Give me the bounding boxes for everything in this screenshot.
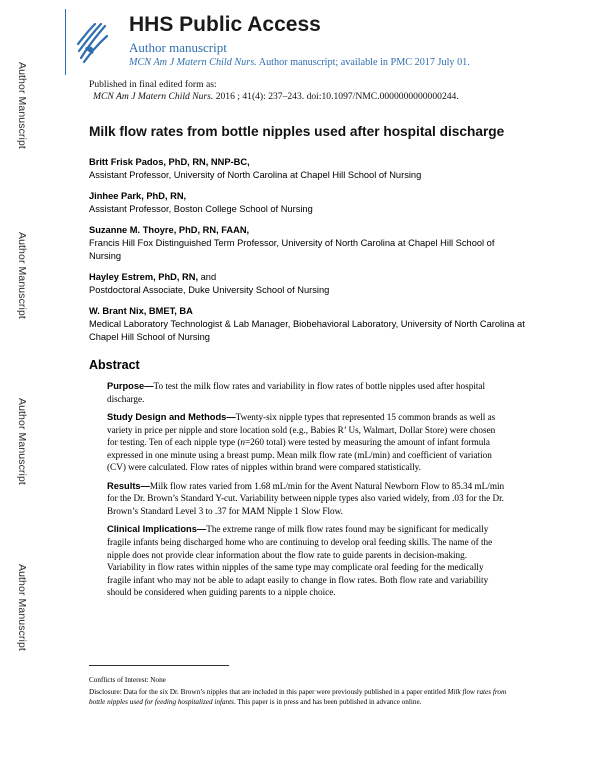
header-citation-journal: MCN Am J Matern Child Nurs. <box>129 57 257 68</box>
author-name: Britt Frisk Pados, PhD, RN, NNP-BC, <box>89 157 250 167</box>
implications-text: The extreme range of milk flow rates found may be significant for medically fragile infants being discharged home who are continuing to develop oral feeding skills. The name of the nipple does not provide clear information about the flow rate to guide parents in decision-making. Variability in flow rates within nipples of the same type may complicate oral feeding for the medically fragile infant who may not be able to adapt easily to change in flow rates. Both flow rate and variability should be considered when guiding parents to a nipple choice. <box>107 524 493 598</box>
results-label: Results— <box>107 480 150 491</box>
author-name-suffix: and <box>198 272 217 282</box>
author-entry <box>89 190 529 216</box>
hhs-eagle-icon <box>75 18 109 66</box>
purpose-text: To test the milk flow rates and variability in flow rates of bottle nipples used after hospital discharge. <box>107 381 486 404</box>
author-entry <box>89 156 529 182</box>
publication-label: Published in final edited form as: <box>89 79 217 90</box>
header-subtitle: Author manuscript <box>129 40 227 55</box>
disclosure-note <box>89 687 519 707</box>
footnote-divider <box>89 665 229 666</box>
left-sidebar <box>0 0 36 776</box>
author-affiliation: Assistant Professor, Boston College School of Nursing <box>89 204 313 214</box>
abstract-purpose <box>107 380 505 405</box>
author-name: W. Brant Nix, BMET, BA <box>89 306 193 316</box>
header-title: HHS Public Access <box>129 13 321 36</box>
header-citation-rest: Author manuscript; available in PMC 2017 July 01. <box>256 57 470 68</box>
author-name-line <box>89 271 529 284</box>
author-entry <box>89 305 529 344</box>
disclosure-title: Milk flow rates from bottle nipples used for feeding hospitalized infants <box>89 688 507 706</box>
design-label: Study Design and Methods— <box>107 412 236 423</box>
abstract-body <box>107 380 505 605</box>
article-title: Milk flow rates from bottle nipples used after hospital discharge <box>89 124 505 139</box>
publication-journal: MCN Am J Matern Child Nurs. <box>93 91 214 102</box>
publication-details: 2016 ; 41(4): 237–243. doi:10.1097/NMC.0000000000000244. <box>213 91 459 102</box>
footnotes <box>89 675 519 709</box>
sidebar-label: Author Manuscript <box>16 62 28 149</box>
author-name: Suzanne M. Thoyre, PhD, RN, FAAN, <box>89 225 250 235</box>
sidebar-label: Author Manuscript <box>16 564 28 651</box>
abstract-design <box>107 411 505 474</box>
results-text: Milk flow rates varied from 1.68 mL/min for the Avent Natural Newborn Flow to 85.34 mL/min for the Dr. Brown’s Standard Y-cut. Variability between nipple types also varied widely, from .03 for the Dr. Brown’s Standard Level 3 to .37 for MAM Nipple 1 Slow Flow. <box>107 480 505 516</box>
author-affiliation: Francis Hill Fox Distinguished Term Professor, University of North Carolina at Chapel Hill School of Nursing <box>89 238 495 261</box>
publication-info <box>89 79 459 103</box>
author-name: Hayley Estrem, PhD, RN, <box>89 272 199 282</box>
design-text: Twenty-six nipple types that represented 15 common brands as well as variety in price per nipple and store location sold (e.g., Babies R’ Us, Walmart, Dollar Store) were chosen for testing. Ten of each nipple type ( <box>107 412 496 448</box>
sidebar-label: Author Manuscript <box>16 232 28 319</box>
author-affiliation: Assistant Professor, University of North Carolina at Chapel Hill School of Nursing <box>89 170 422 180</box>
disclosure-text: Disclosure: Data for the six Dr. Brown’s nipples that are included in this paper were previously published in a paper entitled <box>89 688 448 696</box>
purpose-label: Purpose— <box>107 381 154 391</box>
abstract-results <box>107 480 505 518</box>
header-divider <box>65 9 66 75</box>
author-entry <box>89 271 529 297</box>
author-name: Jinhee Park, PhD, RN, <box>89 191 187 201</box>
author-entry <box>89 224 529 263</box>
design-text-cont: =260 total) were tested by measuring the amount of infant formula expressed in one minute using a breast pump. Mean milk flow rate (mL/min) and coefficient of variation (CV) were calculated. Flow rates of nipples within brand were compared statistically. <box>107 437 492 473</box>
header-citation <box>129 57 470 68</box>
abstract-implications <box>107 523 505 598</box>
disclosure-text-end: . This paper is in press and has been published in advance online. <box>233 698 422 706</box>
author-affiliation: Postdoctoral Associate, Duke University School of Nursing <box>89 285 330 295</box>
design-n: n <box>240 437 245 448</box>
sidebar-label: Author Manuscript <box>16 398 28 485</box>
conflicts-note: Conflicts of Interest: None <box>89 676 166 684</box>
author-list <box>89 156 529 352</box>
author-affiliation: Medical Laboratory Technologist & Lab Manager, Biobehavioral Laboratory, University of North Carolina at Chapel Hill School of Nursing <box>89 319 525 342</box>
implications-label: Clinical Implications— <box>107 524 207 535</box>
publication-citation <box>93 91 459 103</box>
abstract-heading: Abstract <box>89 358 140 372</box>
